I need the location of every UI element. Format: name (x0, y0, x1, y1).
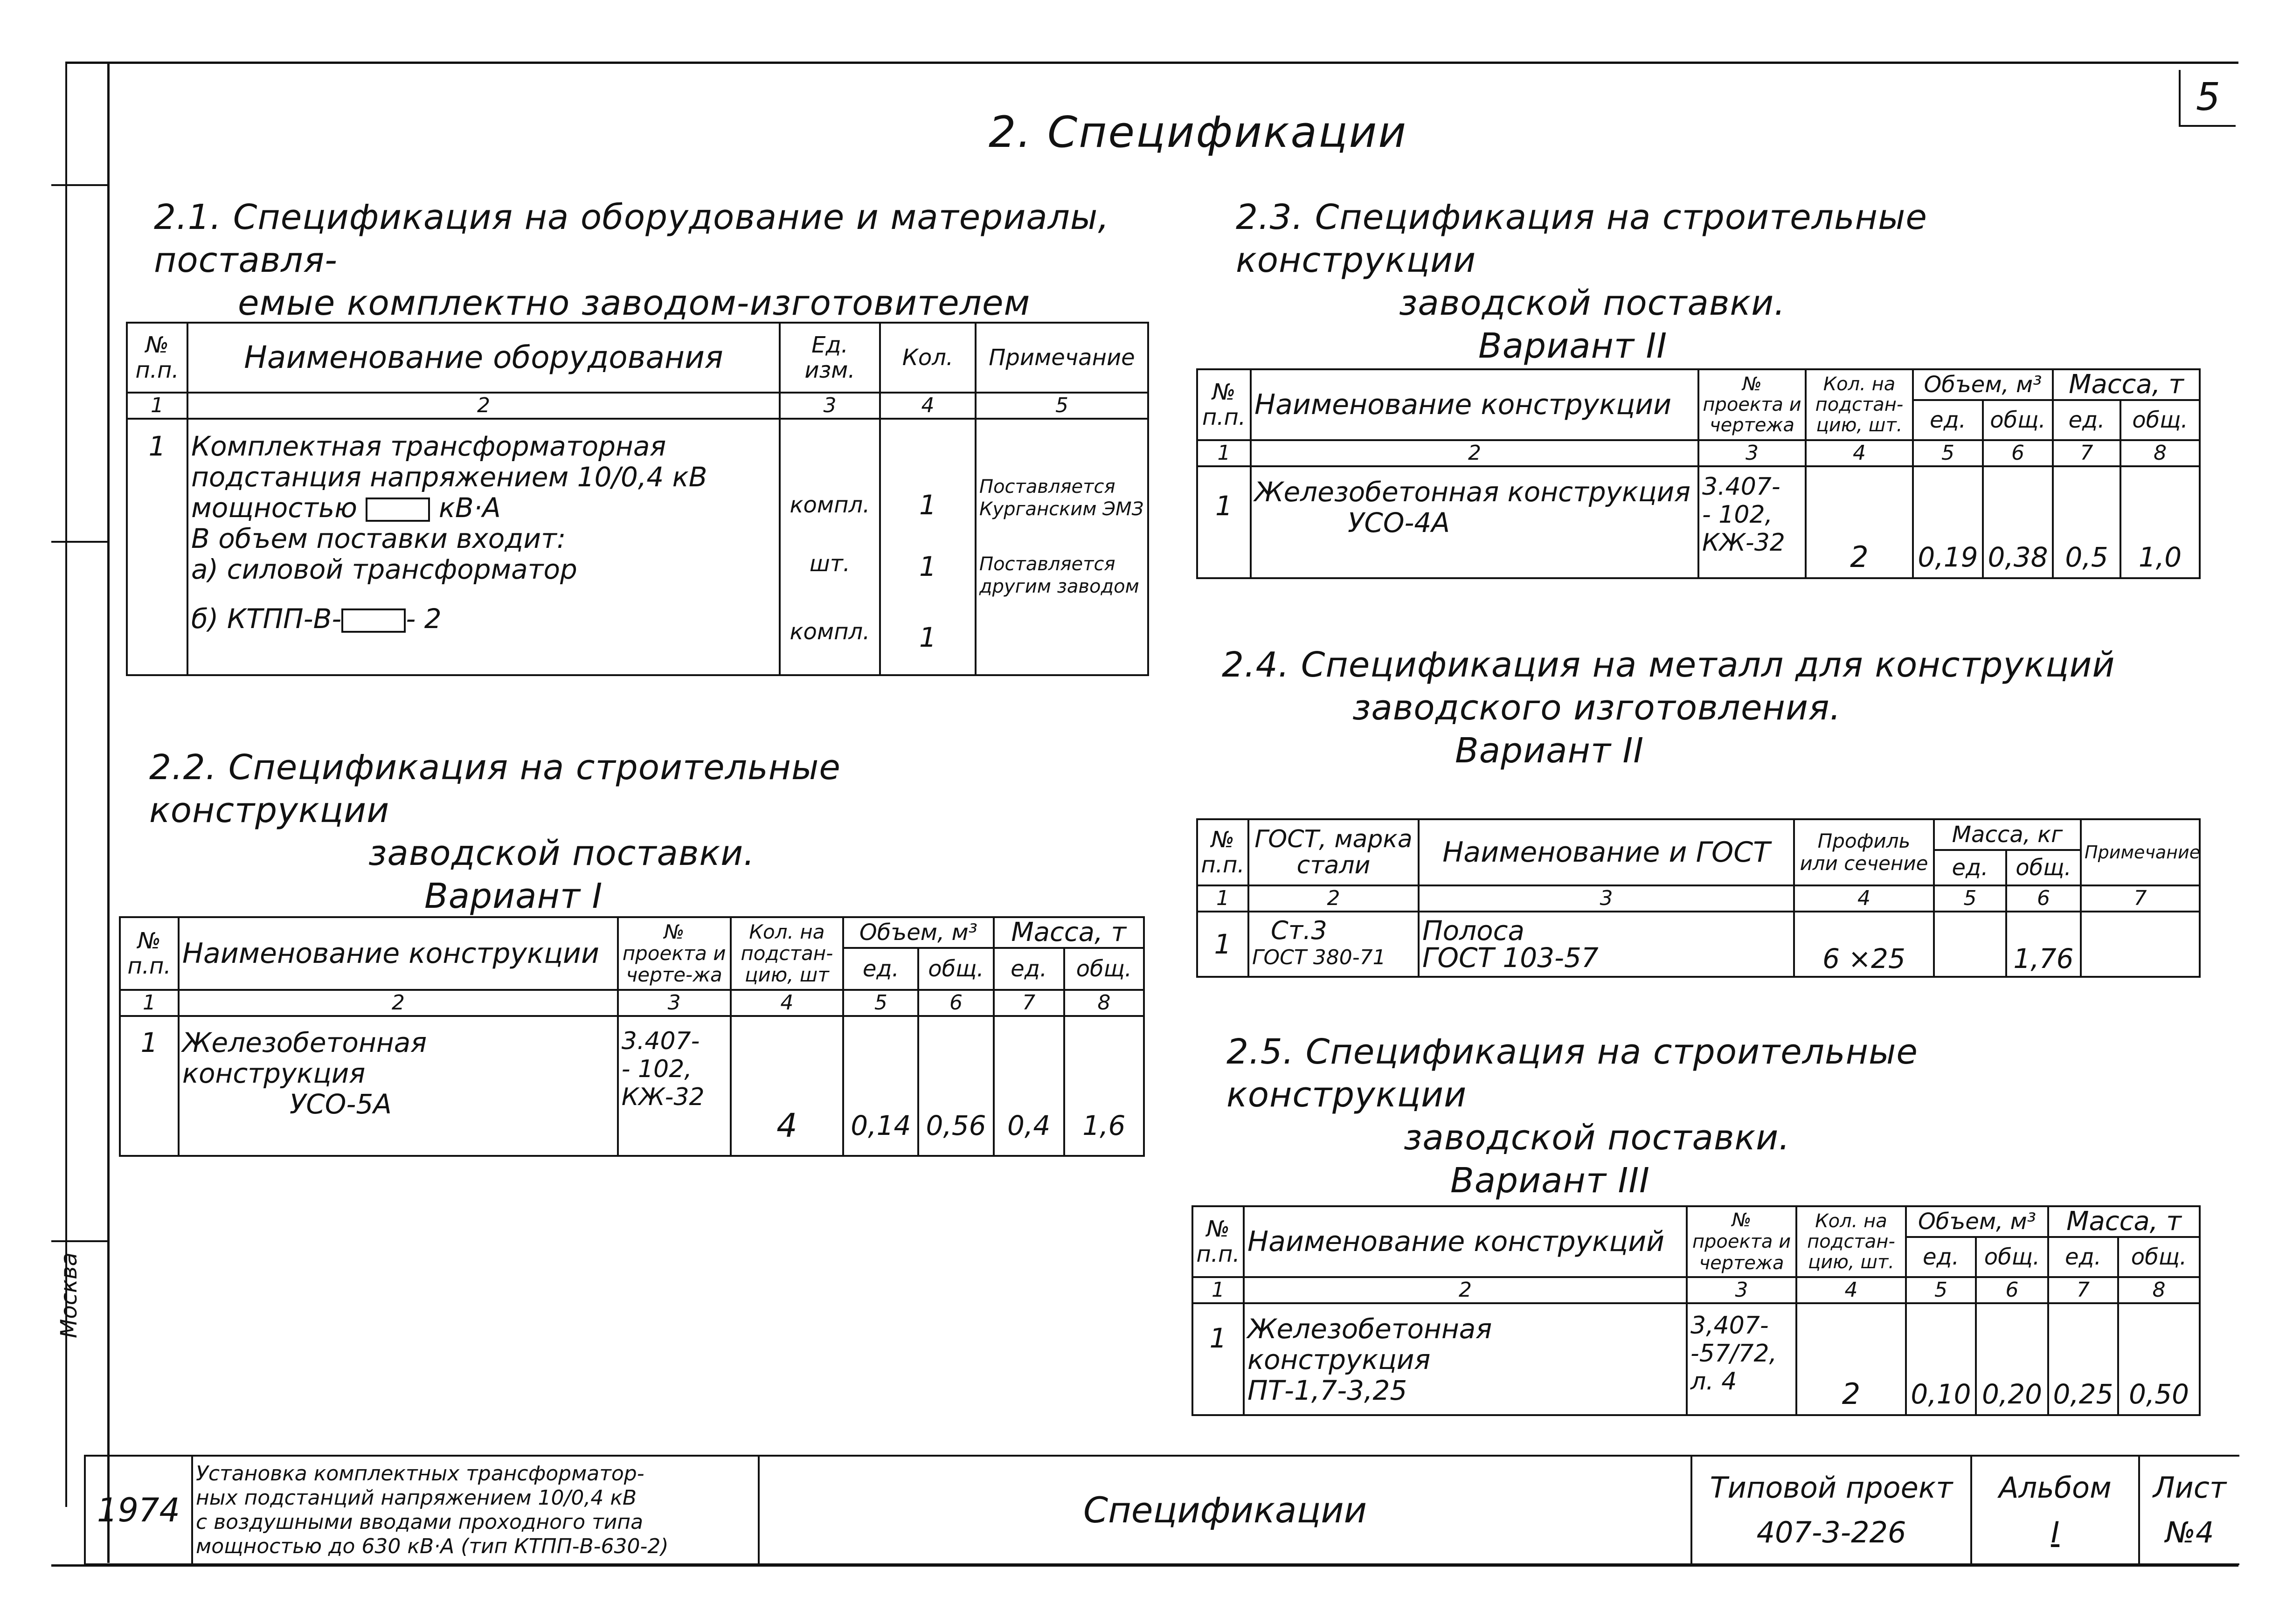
section-2-1-title: 2.1. Спецификация на оборудование и материалы, поставля- емые комплектно заводом-изготовителем (154, 197, 1109, 323)
margin-tick (51, 184, 109, 186)
mass-obsh-value: 1,6 (1064, 1016, 1144, 1156)
col-num: 5 (1906, 1277, 1976, 1303)
sidebar-city: Москва (56, 1252, 82, 1338)
page-title: 2. Спецификации (989, 107, 1408, 157)
project-number: 3.407- - 102, КЖ-32 (618, 1016, 731, 1156)
header-mass-obsh: общ. (2006, 850, 2081, 885)
col-num: 1 (127, 393, 187, 419)
construction-name: Железобетонная конструкция УСО-5А (179, 1016, 618, 1156)
header-note: Примечание (2081, 819, 2200, 885)
col-num: 6 (2006, 885, 2081, 912)
header-qty: Кол. на подстан-цию, шт (731, 917, 844, 990)
col-num: 3 (780, 393, 880, 419)
vol-obsh-value: 0,56 (918, 1016, 993, 1156)
vol-ed-value: 0,14 (843, 1016, 918, 1156)
qty-value: 2 (1796, 1303, 1906, 1415)
page-number: 5 (2179, 70, 2236, 127)
unit-cell: компл. шт. компл. (780, 419, 880, 675)
col-num: 7 (2048, 1277, 2118, 1303)
mass-ed-value: 0,4 (994, 1016, 1064, 1156)
header-mass: Масса, т (2053, 369, 2200, 400)
row-number: 1 (1197, 912, 1248, 977)
header-mass-ed: ед. (994, 948, 1064, 990)
header-no: № п.п. (127, 323, 187, 393)
stamp-album: Альбом I (1971, 1456, 2139, 1564)
header-volume: Объем, м³ (1913, 369, 2053, 400)
header-volume: Объем, м³ (843, 917, 993, 948)
vol-ed-value: 0,10 (1906, 1303, 1976, 1415)
stamp-project: Типовой проект 407-3-226 (1691, 1456, 1971, 1564)
header-gost: ГОСТ, марка стали (1248, 819, 1419, 885)
section-2-2-title: 2.2. Спецификация на строительные конструкции заводской поставки. Вариант I (149, 747, 841, 916)
header-profile: Профиль или сечение (1794, 819, 1934, 885)
profile-value: 6 ×25 (1794, 912, 1934, 977)
col-num: 4 (1806, 440, 1913, 466)
spec-table-2-5 (1191, 1205, 2201, 1416)
note-cell: Поставляется Курганским ЭМЗ Поставляется другим заводом (976, 419, 1148, 675)
construction-name: Железобетонная конструкция ПТ-1,7-3,25 (1244, 1303, 1687, 1415)
col-num: 1 (120, 990, 179, 1016)
mass-obsh-value: 0,50 (2118, 1303, 2200, 1415)
col-num: 8 (2118, 1277, 2200, 1303)
header-mass: Масса, кг (1934, 819, 2081, 850)
header-mass-obsh: общ. (2120, 400, 2200, 440)
mass-ed-value (1934, 912, 2006, 977)
construction-name: Железобетонная конструкция УСО-4А (1251, 466, 1698, 578)
col-num: 4 (1794, 885, 1934, 912)
header-project: № проекта и чертежа (1687, 1206, 1796, 1277)
header-vol-ed: ед. (843, 948, 918, 990)
header-mass: Масса, т (994, 917, 1144, 948)
row-number: 1 (1197, 466, 1251, 578)
row-number: 1 (120, 1016, 179, 1156)
col-num: 6 (1976, 1277, 2048, 1303)
stamp-sheet: Лист №4 (2139, 1456, 2239, 1564)
spec-table-2-3 (1196, 368, 2201, 579)
col-num: 3 (1698, 440, 1806, 466)
col-num: 2 (1251, 440, 1698, 466)
vol-ed-value: 0,19 (1913, 466, 1983, 578)
header-name: Наименование конструкций (1244, 1206, 1687, 1277)
header-qty: Кол. (880, 323, 976, 393)
header-project: № проекта и чертежа (1698, 369, 1806, 440)
col-num: 4 (880, 393, 976, 419)
header-mass-ed: ед. (2053, 400, 2120, 440)
header-vol-obsh: общ. (1976, 1237, 2048, 1277)
frame-top-line (65, 62, 2238, 64)
header-vol-ed: ед. (1913, 400, 1983, 440)
col-num: 7 (994, 990, 1064, 1016)
col-num: 5 (1934, 885, 2006, 912)
vol-obsh-value: 0,38 (1983, 466, 2053, 578)
header-no: № п.п. (120, 917, 179, 990)
header-mass-obsh: общ. (2118, 1237, 2200, 1277)
col-num: 2 (179, 990, 618, 1016)
col-num: 1 (1197, 885, 1248, 912)
spec-table-2-2 (119, 916, 1145, 1157)
header-unit: Ед. изм. (780, 323, 880, 393)
header-mass-obsh: общ. (1064, 948, 1144, 990)
col-num: 3 (618, 990, 731, 1016)
header-mass-ed: ед. (2048, 1237, 2118, 1277)
col-num: 2 (1244, 1277, 1687, 1303)
header-mass-ed: ед. (1934, 850, 2006, 885)
qty-value: 4 (731, 1016, 844, 1156)
header-qty: Кол. на подстан-цию, шт. (1796, 1206, 1906, 1277)
equipment-name: Комплектная трансформаторная подстанция напряжением 10/0,4 кВ мощностью кВ·А В объем поставки входит: а) силовой трансформатор б) КТПП-В- - 2 (187, 419, 780, 675)
col-num: 3 (1687, 1277, 1796, 1303)
header-name: Наименование конструкции (1251, 369, 1698, 440)
header-project: № проекта и черте-жа (618, 917, 731, 990)
col-num: 6 (918, 990, 993, 1016)
spec-table-2-1 (126, 322, 1149, 676)
mass-obsh-value: 1,0 (2120, 466, 2200, 578)
col-num: 3 (1419, 885, 1794, 912)
col-num: 5 (1913, 440, 1983, 466)
stamp-year: 1974 (85, 1456, 192, 1564)
header-vol-ed: ед. (1906, 1237, 1976, 1277)
header-no: № п.п. (1197, 819, 1248, 885)
row-number: 1 (1192, 1303, 1244, 1415)
qty-cell: 1 1 1 (880, 419, 976, 675)
title-block (84, 1455, 2239, 1565)
col-num: 6 (1983, 440, 2053, 466)
col-num: 2 (1248, 885, 1419, 912)
mass-ed-value: 0,5 (2053, 466, 2120, 578)
stamp-doc-title: Спецификации (759, 1456, 1691, 1564)
frame-left-line (107, 62, 110, 1563)
col-num: 5 (976, 393, 1148, 419)
vol-obsh-value: 0,20 (1976, 1303, 2048, 1415)
header-note: Примечание (976, 323, 1148, 393)
col-num: 2 (187, 393, 780, 419)
project-number: 3,407- -57/72, л. 4 (1687, 1303, 1796, 1415)
header-name: Наименование и ГОСТ (1419, 819, 1794, 885)
header-name: Наименование конструкции (179, 917, 618, 990)
header-no: № п.п. (1197, 369, 1251, 440)
section-2-5-title: 2.5. Спецификация на строительные конструкции заводской поставки. Вариант III (1226, 1032, 1918, 1201)
margin-tick (51, 1240, 109, 1242)
blank-field (366, 498, 430, 522)
header-qty: Кол. на подстан-цию, шт. (1806, 369, 1913, 440)
spec-table-2-4 (1196, 818, 2201, 978)
col-num: 8 (1064, 990, 1144, 1016)
note-value (2081, 912, 2200, 977)
header-name: Наименование оборудования (187, 323, 780, 393)
steel-name: Полоса ГОСТ 103-57 (1419, 912, 1794, 977)
row-number: 1 (127, 419, 187, 675)
col-num: 5 (843, 990, 918, 1016)
mass-ed-value: 0,25 (2048, 1303, 2118, 1415)
col-num: 1 (1197, 440, 1251, 466)
col-num: 1 (1192, 1277, 1244, 1303)
col-num: 4 (1796, 1277, 1906, 1303)
blank-field (341, 608, 406, 633)
col-num: 7 (2081, 885, 2200, 912)
header-vol-obsh: общ. (1983, 400, 2053, 440)
stamp-description: Установка комплектных трансформатор- ных подстанций напряжением 10/0,4 кВ с воздушными вводами проходного типа мощностью до 630 кВ·А (тип КТПП-В-630-2) (192, 1456, 759, 1564)
header-mass: Масса, т (2048, 1206, 2200, 1237)
project-number: 3.407- - 102, КЖ-32 (1698, 466, 1806, 578)
section-2-3-title: 2.3. Спецификация на строительные конструкции заводской поставки. Вариант II (1236, 197, 1927, 366)
col-num: 4 (731, 990, 844, 1016)
header-vol-obsh: общ. (918, 948, 993, 990)
margin-tick (51, 541, 109, 543)
header-no: № п.п. (1192, 1206, 1244, 1277)
col-num: 8 (2120, 440, 2200, 466)
col-num: 7 (2053, 440, 2120, 466)
mass-obsh-value: 1,76 (2006, 912, 2081, 977)
section-2-4-title: 2.4. Спецификация на металл для конструкций заводского изготовления. Вариант II (1222, 645, 2115, 771)
header-volume: Объем, м³ (1906, 1206, 2048, 1237)
gost-steel: Ст.3 ГОСТ 380-71 (1248, 912, 1419, 977)
qty-value: 2 (1806, 466, 1913, 578)
